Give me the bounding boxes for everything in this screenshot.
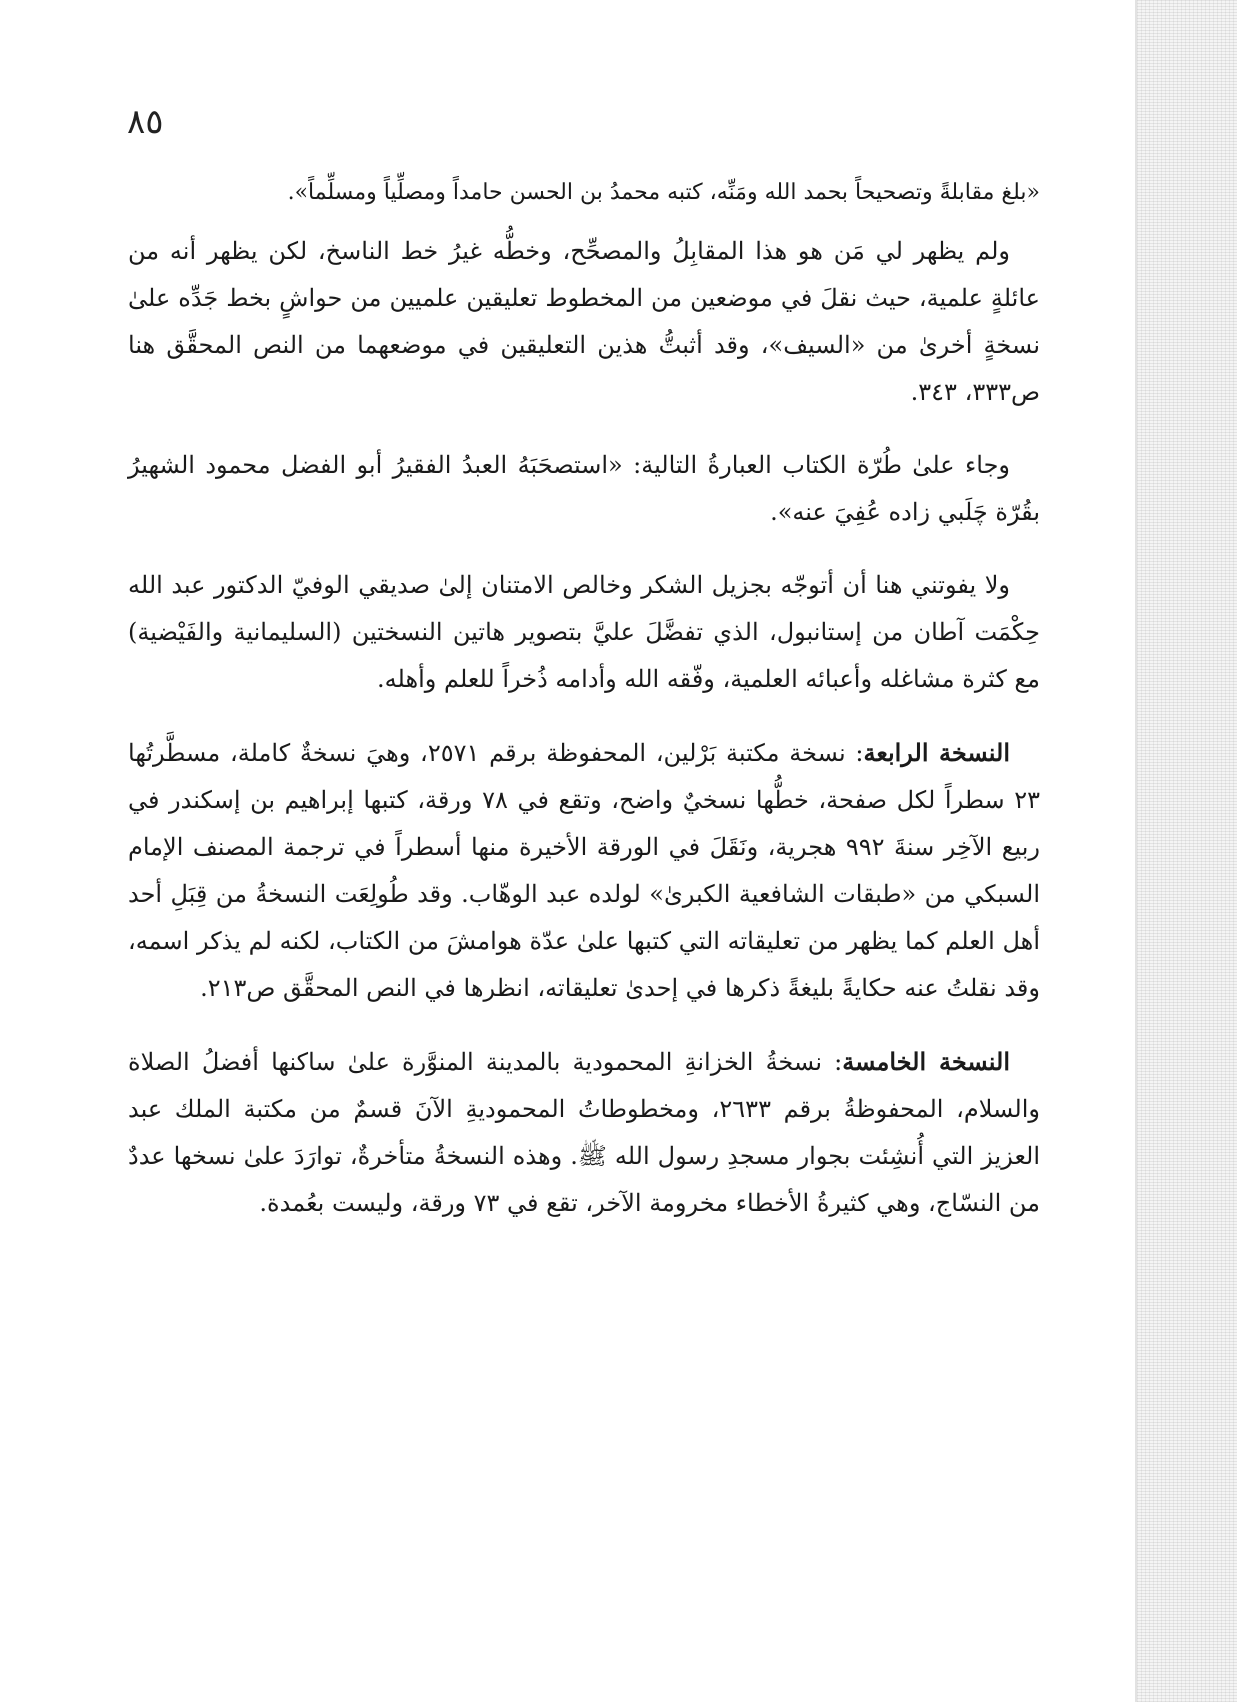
paragraph-corrector: ولم يظهر لي مَن هو هذا المقابِلُ والمصحِّح، وخطُّه غيرُ خط الناسخ، لكن يظهر أنه من عائلةٍ علمية، حيث نقلَ في موضعين من المخطوط تعليقين علميين من حواشٍ بخط جَدِّه علىٰ نسخةٍ أخرىٰ من «السيف»، وقد أثبتُّ هذين التعليقين في موضعهما من النص المحقَّق هنا ص٣٣٣، ٣٤٣. <box>128 237 1040 406</box>
paragraph-fourth-copy <box>128 729 1040 1012</box>
paragraph-fifth-copy <box>128 1038 1040 1227</box>
page-number: ٨٥ <box>127 102 164 142</box>
paragraph-title-page: وجاء علىٰ طُرّة الكتاب العبارةُ التالية: «استصحَبَهُ العبدُ الفقيرُ أبو الفضل محمود الشهيرُ بقُرّة چَلَبي زاده عُفِيَ عنه». <box>128 451 1040 526</box>
colophon-quote: «بلغ مقابلةً وتصحيحاً بحمد الله ومَنِّه، كتبه محمدُ بن الحسن حامداً ومصلِّياً ومسلِّماً». <box>287 180 1040 205</box>
scan-gutter <box>1137 0 1237 1702</box>
body-text <box>128 178 1040 1227</box>
paragraph-thanks: ولا يفوتني هنا أن أتوجّه بجزيل الشكر وخالص الامتنان إلىٰ صديقي الوفيّ الدكتور عبد الله حِكْمَت آطان من إستانبول، الذي تفضَّلَ عليَّ بتصوير هاتين النسختين (السليمانية والفَيْضية) مع كثرة مشاغله وأعبائه العلمية، وفّقه الله وأدامه ذُخراً للعلم وأهله. <box>128 571 1040 693</box>
fourth-copy-text: : نسخة مكتبة بَرْلين، المحفوظة برقم ٢٥٧١، وهيَ نسخةٌ كاملة، مسطَّرتُها ٢٣ سطراً لكل صفحة، خطُّها نسخيٌ واضح، وتقع في ٧٨ ورقة، كتبها إبراهيم بن إسكندر في ربيع الآخِر سنةَ ٩٩٢ هجرية، ونَقَلَ في الورقة الأخيرة منها أسطراً في ترجمة المصنف الإمام السبكي من «طبقات الشافعية الكبرىٰ» لولده عبد الوهّاب. وقد طُولِعَت النسخةُ من قِبَلِ أحد أهل العلم كما يظهر من تعليقاته التي كتبها علىٰ عدّة هوامشَ من الكتاب، لكنه لم يذكر اسمه، وقد نقلتُ عنه حكايةً بليغةً ذكرها في إحدىٰ تعليقاته، انظرها في النص المحقَّق ص٢١٣. <box>128 739 1040 1002</box>
fifth-copy-text: : نسخةُ الخزانةِ المحمودية بالمدينة المنوَّرة علىٰ ساكنها أفضلُ الصلاة والسلام، المحفوظةُ برقم ٢٦٣٣، ومخطوطاتُ المحموديةِ الآنَ قسمٌ من مكتبة الملك عبد العزيز التي أُنشِئت بجوار مسجدِ رسول الله ﷺ. وهذه النسخةُ متأخرةٌ، توارَدَ علىٰ نسخها عددٌ من النسّاج، وهي كثيرةُ الأخطاء مخرومة الآخر، تقع في ٧٣ ورقة، وليست بعُمدة. <box>128 1048 1041 1217</box>
heading-fourth-copy: النسخة الرابعة <box>863 738 1010 767</box>
gutter-edge <box>1135 0 1137 1702</box>
heading-fifth-copy: النسخة الخامسة <box>842 1047 1010 1076</box>
